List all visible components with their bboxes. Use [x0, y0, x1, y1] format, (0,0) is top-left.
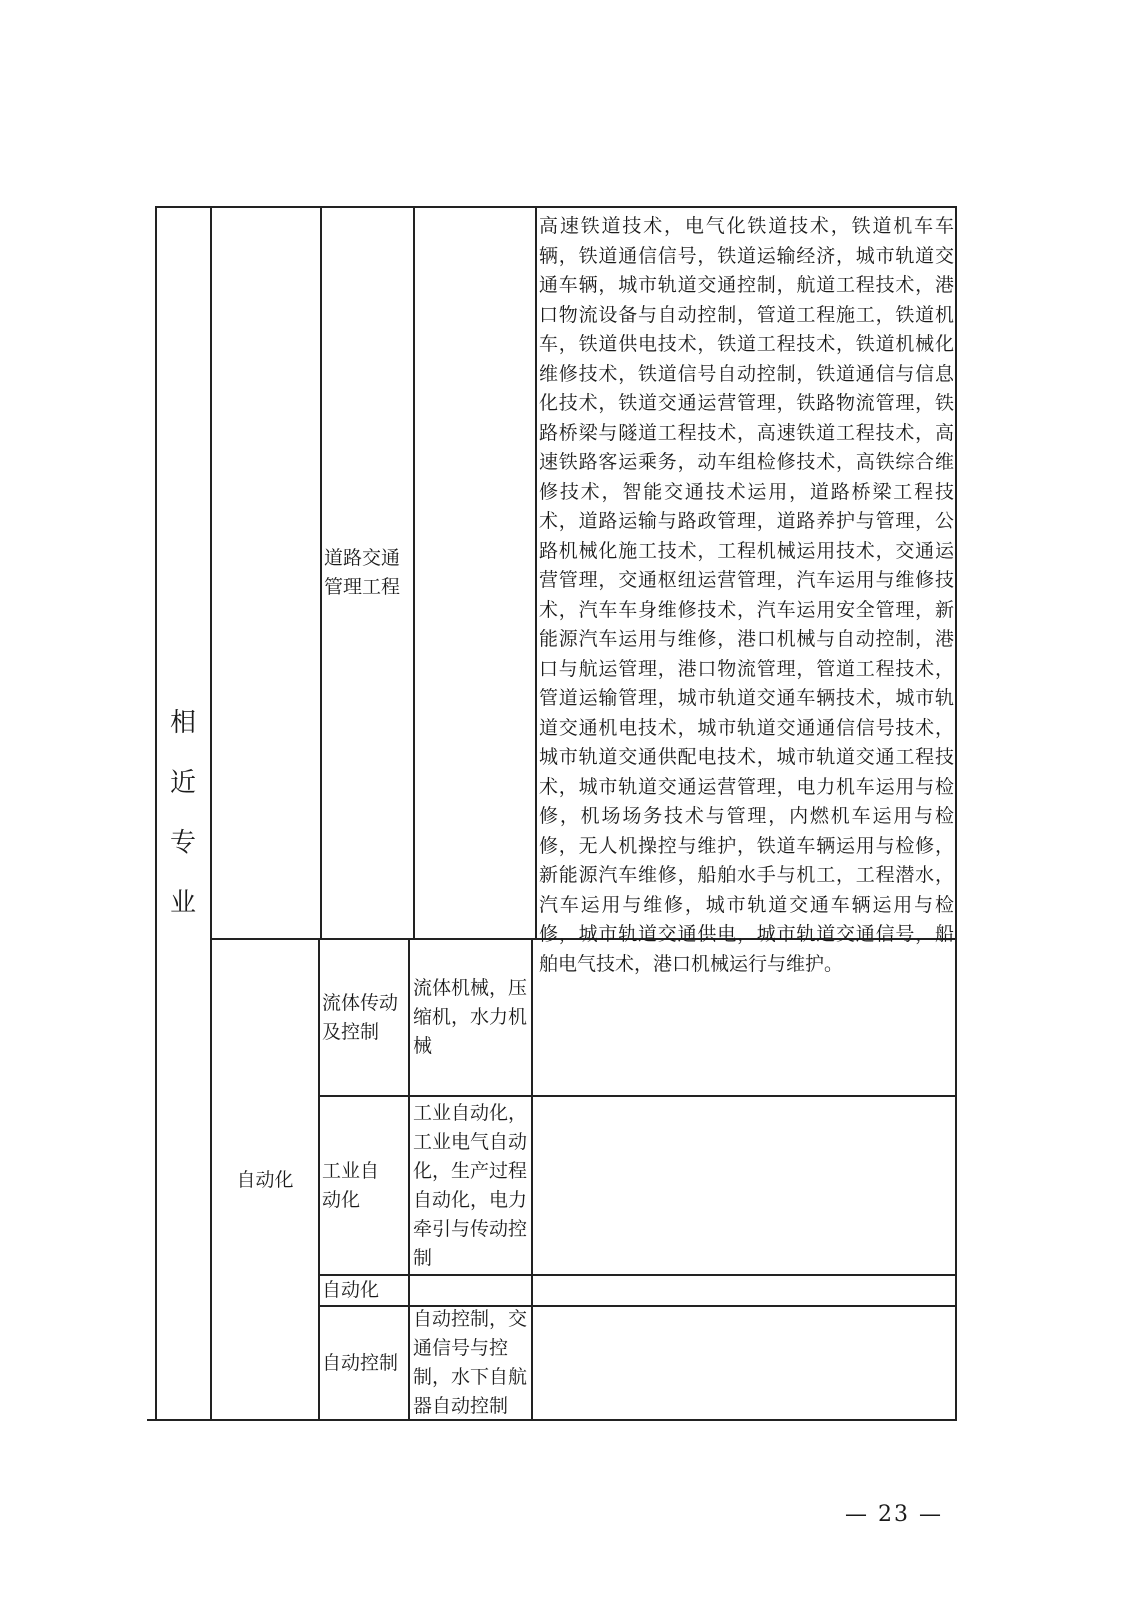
discipline-label: 流体传动及控制 — [322, 991, 399, 1043]
related-majors-text: 高速铁道技术，电气化铁道技术，铁道机车车辆，铁道通信信号，铁道运输经济，城市轨道交通车辆，城市轨道交通控制，航道工程技术，港口物流设备与自动控制，管道工程施工，铁道机车，铁道供电技术，铁道工程技术，铁道机械化维修技术，铁道信号自动控制，铁道通信与信息化技术，铁道交通运营管理，铁路物流管理，铁路桥梁与隧道工程技术，高速铁道工程技术，高速铁路客运乘务，动车组检修技术，高铁综合维修技术，智能交通技术运用，道路桥梁工程技术，道路运输与路政管理，道路养护与管理，公路机械化施工技术，工程机械运用技术，交通运营管理，交通枢纽运营管理，汽车运用与维修技术，汽车车身维修技术，汽车运用安全管理，新能源汽车运用与维修，港口机械与自动控制，港口与航运管理，港口物流管理，管道工程技术，管道运输管理，城市轨道交通车辆技术，城市轨道交通机电技术，城市轨道交通通信信号技术，城市轨道交通供配电技术，城市轨道交通工程技术，城市轨道交通运营管理，电力机车运用与检修，机场场务技术与管理，内燃机车运用与检修，无人机操控与维护，铁道车辆运用与检修，新能源汽车维修，船舶水手与机工，工程潜水，汽车运用与维修，城市轨道交通车辆运用与检修，城市轨道交通供电，城市轨道交通信号，船舶电气技术，港口机械运行与维护。 — [539, 215, 954, 975]
discipline-cell — [320, 1307, 408, 1419]
table-border-right — [955, 206, 957, 1421]
discipline-label: 道路交通管理工程 — [324, 547, 401, 598]
table-border-top — [155, 206, 957, 208]
column-divider — [531, 938, 533, 1421]
related-majors-text: 自动控制，交通信号与控制，水下自航器自动控制 — [413, 1308, 528, 1417]
column-divider — [413, 206, 415, 938]
category-cell — [157, 206, 210, 1420]
discipline-cell — [322, 208, 412, 938]
discipline-cell — [320, 940, 408, 1095]
category-label: 相近专业 — [169, 708, 197, 918]
related-majors-text: 工业自动化，工业电气自动化，生产过程自动化，电力牵引与传动控制 — [413, 1101, 528, 1269]
group-label-cell — [212, 940, 318, 1420]
discipline-cell — [320, 1276, 408, 1305]
related-majors-cell — [410, 1276, 531, 1305]
related-majors-cell — [410, 1307, 531, 1419]
related-majors-cell — [539, 212, 954, 975]
page-number: — 23 — — [845, 1502, 943, 1527]
related-majors-cell — [410, 1097, 531, 1274]
discipline-label: 工业自动化 — [322, 1159, 380, 1211]
group-label: 自动化 — [236, 1168, 294, 1191]
related-majors-text: 流体机械，压缩机，水力机械 — [413, 977, 528, 1057]
column-divider — [535, 206, 537, 938]
discipline-label: 自动控制 — [322, 1351, 399, 1374]
related-majors-cell — [410, 940, 531, 1095]
discipline-label: 自动化 — [322, 1279, 380, 1301]
discipline-cell — [320, 1097, 408, 1274]
